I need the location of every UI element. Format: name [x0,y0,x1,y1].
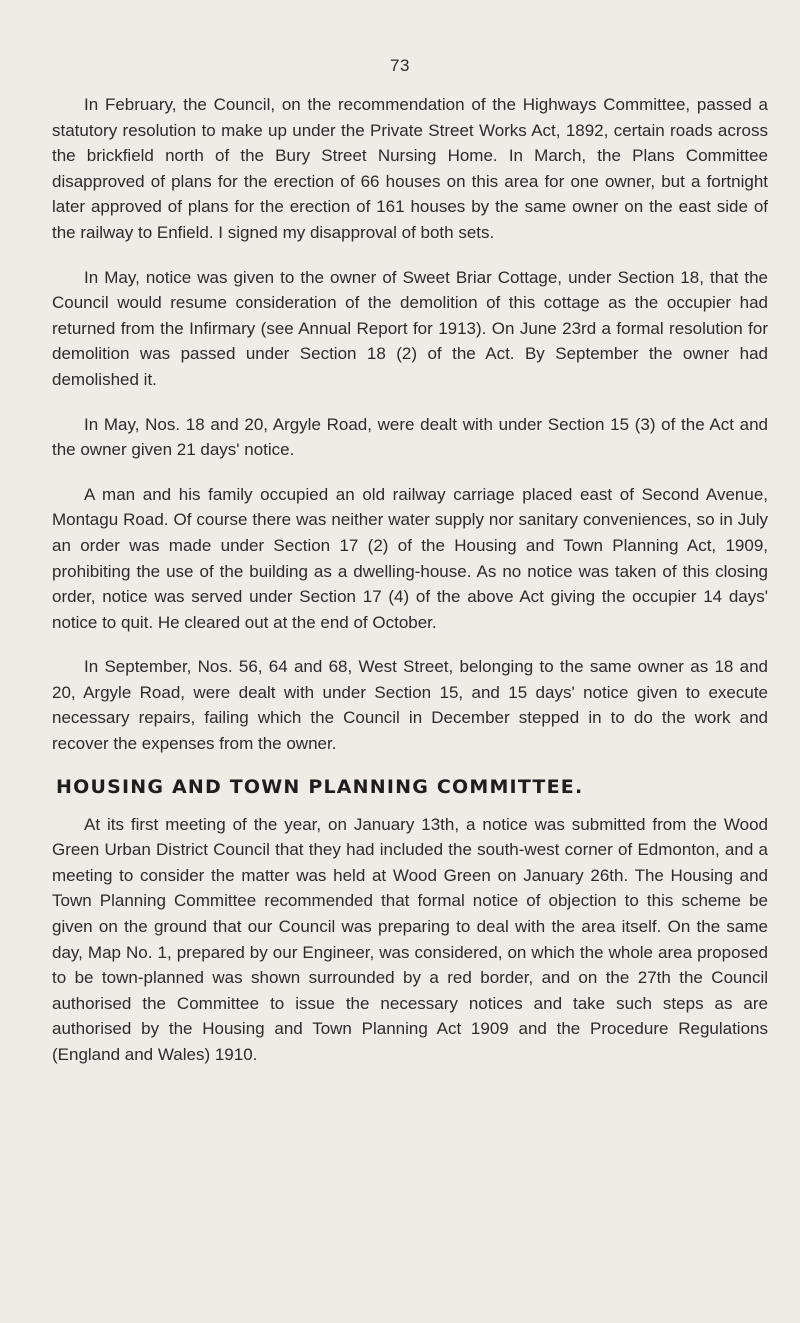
page-number: 73 [390,56,410,75]
section-heading: HOUSING AND TOWN PLANNING COMMITTEE. [56,775,584,798]
paragraph-highways-resolution: In February, the Council, on the recommendation of the Highways Committee, passed a statutory resolution to make up under the Private Street Works Act, 1892, certain roads across the brickfield north of the Bury Street Nursing Home. In March, the Plans Committee disapproved of plans for the erection of 66 houses on this area for one owner, but a fortnight later approved of plans for the erection of 161 houses by the same owner on the east side of the railway to Enfield. I signed my disapproval of both sets. [52,95,768,242]
paragraph-committee-meeting: At its first meeting of the year, on January 13th, a notice was submitted from the Wood Green Urban District Council that they had included the south-west corner of Edmonton, and a meeting to consider the matter was held at Wood Green on January 26th. The Housing and Town Planning Committee recommended that formal notice of objection to this scheme be given on the ground that our Council was preparing to deal with the area itself. On the same day, Map No. 1, prepared by our Engineer, was considered, on which the whole area proposed to be town-planned was shown surrounded by a red border, and on the 27th the Council authorised the Committee to issue the necessary notices and take such steps as are authorised by the Housing and Town Planning Act 1909 and the Procedure Regulations (England and Wales) 1910. [52,814,768,1064]
paragraph-argyle-road: In May, Nos. 18 and 20, Argyle Road, were dealt with under Section 15 (3) of the Act and the owner given 21 days' notice. [52,414,768,460]
body-text [52,92,768,1087]
paragraph-railway-carriage: A man and his family occupied an old railway carriage placed east of Second Avenue, Montagu Road. Of course there was neither water supply nor sanitary conveniences, so in July an order was made under Section 17 (2) of the Housing and Town Planning Act, 1909, prohibiting the use of the building as a dwelling-house. As no notice was taken of this closing order, notice was served under Section 17 (4) of the above Act giving the occupier 14 days' notice to quit. He cleared out at the end of October. [52,484,768,632]
paragraph-sweet-briar-cottage: In May, notice was given to the owner of Sweet Briar Cottage, under Section 18, that the Council would resume consideration of the demolition of this cottage as the occupier had returned from the Infirmary (see Annual Report for 1913). On June 23rd a formal resolution for demolition was passed under Section 18 (2) of the Act. By September the owner had demolished it. [52,267,768,389]
paragraph-west-street: In September, Nos. 56, 64 and 68, West Street, belonging to the same owner as 18 and 20, Argyle Road, were dealt with under Section 15, and 15 days' notice given to execute necessary repairs, failing which the Council in December stepped in to do the work and recover the expenses from the owner. [52,657,768,754]
